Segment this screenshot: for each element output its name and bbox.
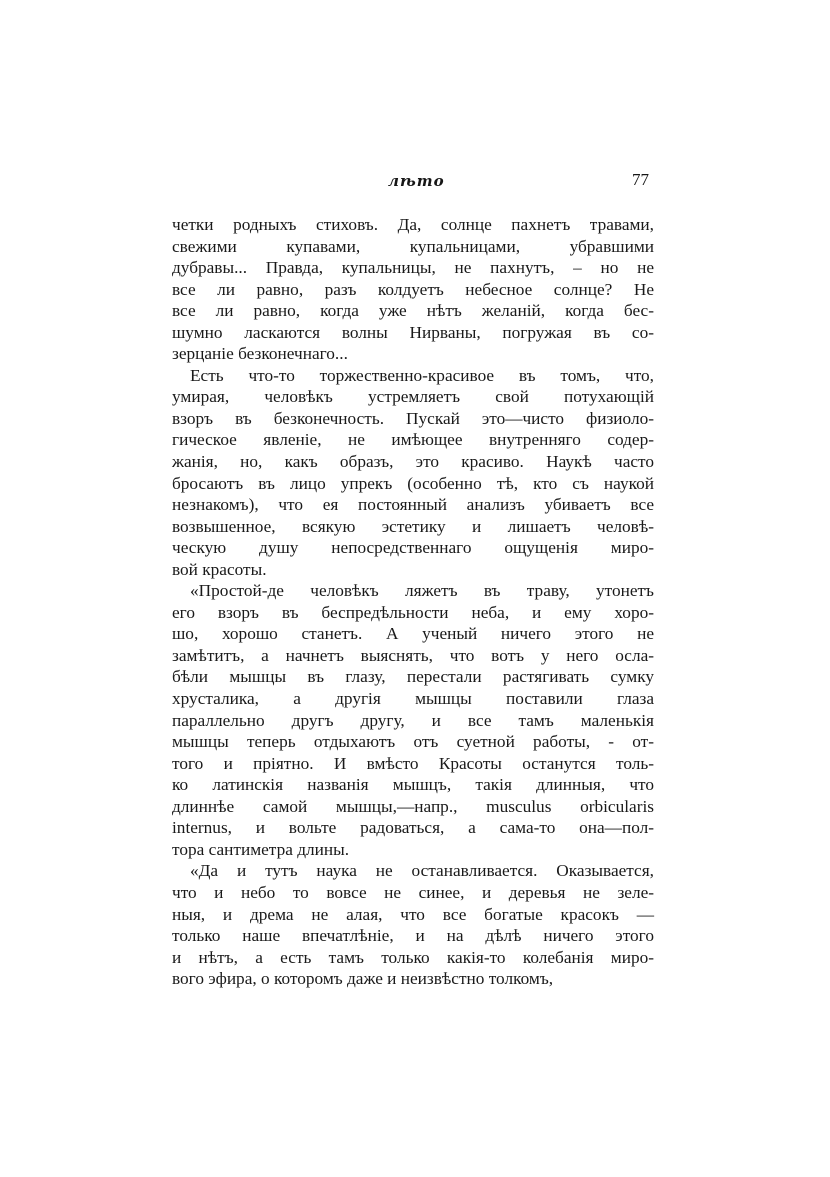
text-line: умирая, человѣкъ устремляетъ свой потухающій	[172, 387, 654, 407]
text-line: и нѣтъ, а есть тамъ только какія-то колебанія миро-	[172, 947, 654, 967]
text-line: бросаютъ въ лицо упрекъ (особенно тѣ, кто съ наукой	[172, 473, 654, 493]
text-line: дубравы... Правда, купальницы, не пахнутъ, – но не	[172, 258, 654, 278]
text-line: длиннѣе самой мышцы,—напр., musculus orbicularis	[172, 796, 654, 816]
text-line: «Простой-де человѣкъ ляжетъ въ траву, утонетъ	[190, 581, 654, 601]
text-line: мышцы теперь отдыхаютъ отъ суетной работы, - от-	[172, 732, 654, 752]
text-line: вой красоты.	[172, 559, 267, 579]
paragraph	[172, 580, 654, 860]
text-line: зерцаніе безконечнаго...	[172, 344, 348, 364]
text-line: шо, хорошо станетъ. А ученый ничего этого не	[172, 624, 654, 644]
paragraph	[172, 365, 654, 580]
text-line: его взоръ въ беспредѣльности неба, и ему хоро-	[172, 602, 654, 622]
text-line: вого эфира, о которомъ даже и неизвѣстно толкомъ,	[172, 969, 554, 989]
text-line: свежими купавами, купальницами, убравшими	[172, 236, 654, 256]
text-line: Есть что-то торжественно-красивое въ томъ, что,	[190, 365, 654, 385]
text-line: взоръ въ безконечность. Пускай это—чисто физиоло-	[172, 408, 654, 428]
text-line: ныя, и дрема не алая, что все богатые красокъ —	[172, 904, 654, 924]
text-line: хрусталика, а другія мышцы поставили глаза	[172, 689, 654, 709]
page-number: 77	[632, 170, 649, 189]
text-line: internus, и вольте радоваться, а сама-то она—пол-	[172, 818, 654, 838]
paragraph	[172, 214, 654, 365]
text-line: шумно ласкаются волны Нирваны, погружая въ со-	[172, 322, 654, 342]
text-line: замѣтитъ, а начнетъ выяснять, что вотъ у него осла-	[172, 645, 654, 665]
text-line: возвышенное, всякую эстетику и лишаетъ человѣ-	[172, 516, 654, 536]
running-title: лѣто	[388, 172, 445, 190]
text-line: ческую душу непосредственнаго ощущенія миро-	[172, 538, 654, 558]
paragraph	[172, 860, 654, 989]
text-line: только наше впечатлѣніе, и на дѣлѣ ничего этого	[172, 926, 654, 946]
text-line: незнакомъ), что ея постоянный анализъ убиваетъ все	[172, 495, 654, 515]
text-line: тора сантиметра длины.	[172, 839, 350, 859]
text-line: все ли равно, разъ колдуетъ небесное солнце? Не	[172, 279, 654, 299]
text-line: ко латинскія названія мышцъ, такія длинныя, что	[172, 775, 654, 795]
text-line: гическое явленіе, не имѣющее внутренняго содер-	[172, 430, 654, 450]
text-line: бѣли мышцы въ глазу, перестали растягивать сумку	[172, 667, 654, 687]
text-line: все ли равно, когда уже нѣтъ желаній, когда бес-	[172, 301, 654, 321]
text-line: жанія, но, какъ образъ, это красиво. Наукѣ часто	[172, 452, 654, 472]
text-line: «Да и тутъ наука не останавливается. Оказывается,	[190, 861, 654, 881]
text-line: того и пріятно. И вмѣсто Красоты останутся толь-	[172, 753, 654, 773]
body-text	[172, 214, 654, 990]
text-line: что и небо то вовсе не синее, и деревья не зеле-	[172, 882, 654, 902]
text-line: четки родныхъ стиховъ. Да, солнце пахнетъ травами,	[172, 215, 654, 234]
text-line: параллельно другъ другу, и все тамъ маленькія	[172, 710, 654, 730]
